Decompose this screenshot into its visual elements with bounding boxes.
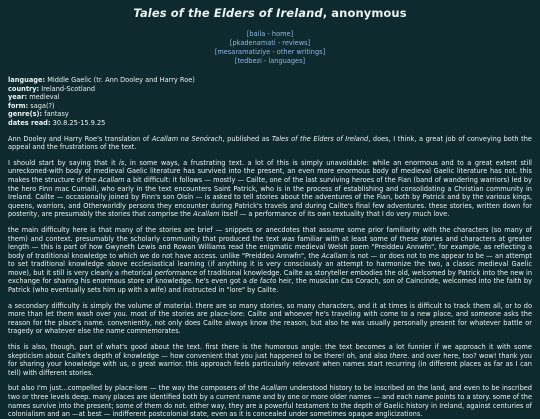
review-paragraph: [8, 384, 532, 418]
meta-year: year: medieval: [8, 93, 60, 102]
meta-form: form: saga(?): [8, 101, 55, 110]
nav-link-languages[interactable]: [tedbezi - languages]: [234, 57, 306, 65]
italic-text: performance: [154, 268, 198, 277]
text-run: a bit difficult: it follows — mostly — Cailte, one of the last surviving heroes of the Fian (band of wandering warriors) led by the hero Finn mac Cumaill, who early in the text encounters Saint Patrick, who is in the process of establishing and consolidating a Christian community in Ireland. Cailte — occasionally joined by Finn's son Oisín — is asked to tell stories about the adventures of the Fian, both by Patrick and by the various kings, queens, warriors, and Otherworldly persons they encounter during Patrick's travels and during Cailte's final few adventures. these stories, written down for posterity, are presumably the stories that comprise the: [8, 175, 532, 219]
meta-country: country: Ireland-Scotland: [8, 84, 96, 93]
text-run: I should start by saying that it: [8, 158, 120, 167]
review-paragraph: [8, 135, 532, 152]
italic-text: Tales of the Elders of Ireland: [271, 134, 369, 143]
italic-text: Acallam na Senórach: [151, 134, 223, 143]
text-run: of traditional knowledge. Cailte as storyteller embodies the old, welcomed by Patrick into the new in exchange for sharing his enormous store of knowledge. he's even got a: [8, 268, 532, 286]
review-paragraph: [8, 302, 532, 336]
text-run: , in some ways, a frustrating text. a lot of this is simply unavoidable: while an enormous and to a great extent still unreckoned-with body of medieval Gaelic literature has survived into the present, an even more enormous body of medieval Gaelic literature has not. this makes the structure of the: [8, 158, 533, 184]
review-paragraph: [8, 226, 532, 295]
book-title: Tales of the Elders of Ireland: [133, 6, 323, 20]
text-run: this is also, though, part of what's good about the text. first there is the humorous angle: the text becomes a lot funnier if we approach it with some skepticism about Cailte's depth of knowledge — how convenient that you just happened to be there! oh, and also: [8, 343, 532, 360]
italic-text: was: [281, 234, 295, 243]
text-run: is not — or does not to me appear to be — an attempt to set traditional knowledge above ecclesiastical learning (if anything it is very consciously an attempt to harmonize the two, a classic medieval Gaelic move), but it still is very clearly a rhetorical: [8, 251, 532, 277]
book-metadata: [8, 76, 532, 128]
review-paragraph: [8, 343, 532, 377]
italic-text: Acallam: [261, 384, 288, 393]
meta-dates-read: dates read: 30.8.25-15.9.25: [8, 118, 106, 127]
text-run: familiar with at least some of these stories and characters at greater length — this is part of how Gwyneth Lewis and Rowan Williams read the enigmatic medieval Welsh poem "Preiddeu Annwfn", for example, as reflecting a body of traditional knowledge to which we do not have access. unlike "Preiddeu Annwfn", the: [8, 234, 532, 260]
italic-text: de facto: [249, 277, 277, 286]
nav-link-home[interactable]: [baila - home]: [246, 30, 294, 38]
nav-link-other-writings[interactable]: [mesaramatiziye - other writings]: [214, 48, 326, 56]
text-run: , does, I think, a great job of conveying both the appeal and the frustrations of the text.: [8, 134, 532, 152]
italic-text: Acallam: [98, 175, 125, 184]
page-title: [8, 6, 532, 21]
text-run: understood history to be inscribed on the land, and even to be inscribed two or three levels deep. many places are identified both by a current name and by one or more older names — and each name points to a story. some of the names survive into the present; some of them do not. either way, they are a powerful testament to the depth of Gaelic history in Ireland, against centuries of colonialism and an —at best — indifferent postcolonial state, even as it is concealed under sometimes opaque anglicizations.: [8, 384, 532, 419]
book-author: , anonymous: [322, 6, 407, 20]
text-run: itself — a performance of its own textuality that I do very much love.: [219, 210, 450, 219]
italic-text: Acallam: [193, 210, 220, 219]
italic-text: Acallam: [321, 251, 348, 260]
text-run: . and over here, too? wow! thank you for sharing your knowledge with us, o great warrior. this approach feels particularly relevant when names start recurring (in different places as far as I can tell) with different stories.: [8, 351, 532, 377]
italic-text: there: [389, 351, 408, 360]
text-run: Ann Dooley and Harry Roe's translation of: [8, 134, 152, 143]
meta-genre: genre(s): fantasy: [8, 110, 69, 119]
text-run: but also I'm just...compelled by place-lore — the way the composers of the: [8, 384, 262, 393]
italic-text: is: [119, 158, 125, 167]
meta-language: language: Middle Gaelic (tr. Ann Dooley and Harry Roe): [8, 76, 195, 84]
text-run: heir, the musician Cas Corach, son of Caincinde, welcomed into the faith by Patrick (who eventually sets him up with a wife) and instructed in "lore" by Cailte.: [8, 277, 532, 295]
review-paragraph: [8, 159, 532, 219]
site-nav: [8, 30, 532, 66]
text-run: a secondary difficulty is simply the volume of material. there are so many stories, so many characters, and it at times is difficult to track them all, or to do more than let them wash over you. most of the stories are place-lore: Cailte and whoever he's traveling with come to a new place, and someone asks the reason for the place's name. conveniently, not only does Cailte always know the reason, but also he was usually personally present for whatever battle or tragedy or whatever else the name commemorates.: [8, 301, 532, 336]
text-run: the main difficulty here is that many of the stories are brief — snippets or anecdotes that assume some prior familiarity with the characters (so many of them) and context. presumably the scholarly community that produced the text: [8, 225, 532, 243]
text-run: , published as: [222, 134, 272, 143]
nav-link-reviews[interactable]: [pkadenamati - reviews]: [229, 39, 311, 47]
